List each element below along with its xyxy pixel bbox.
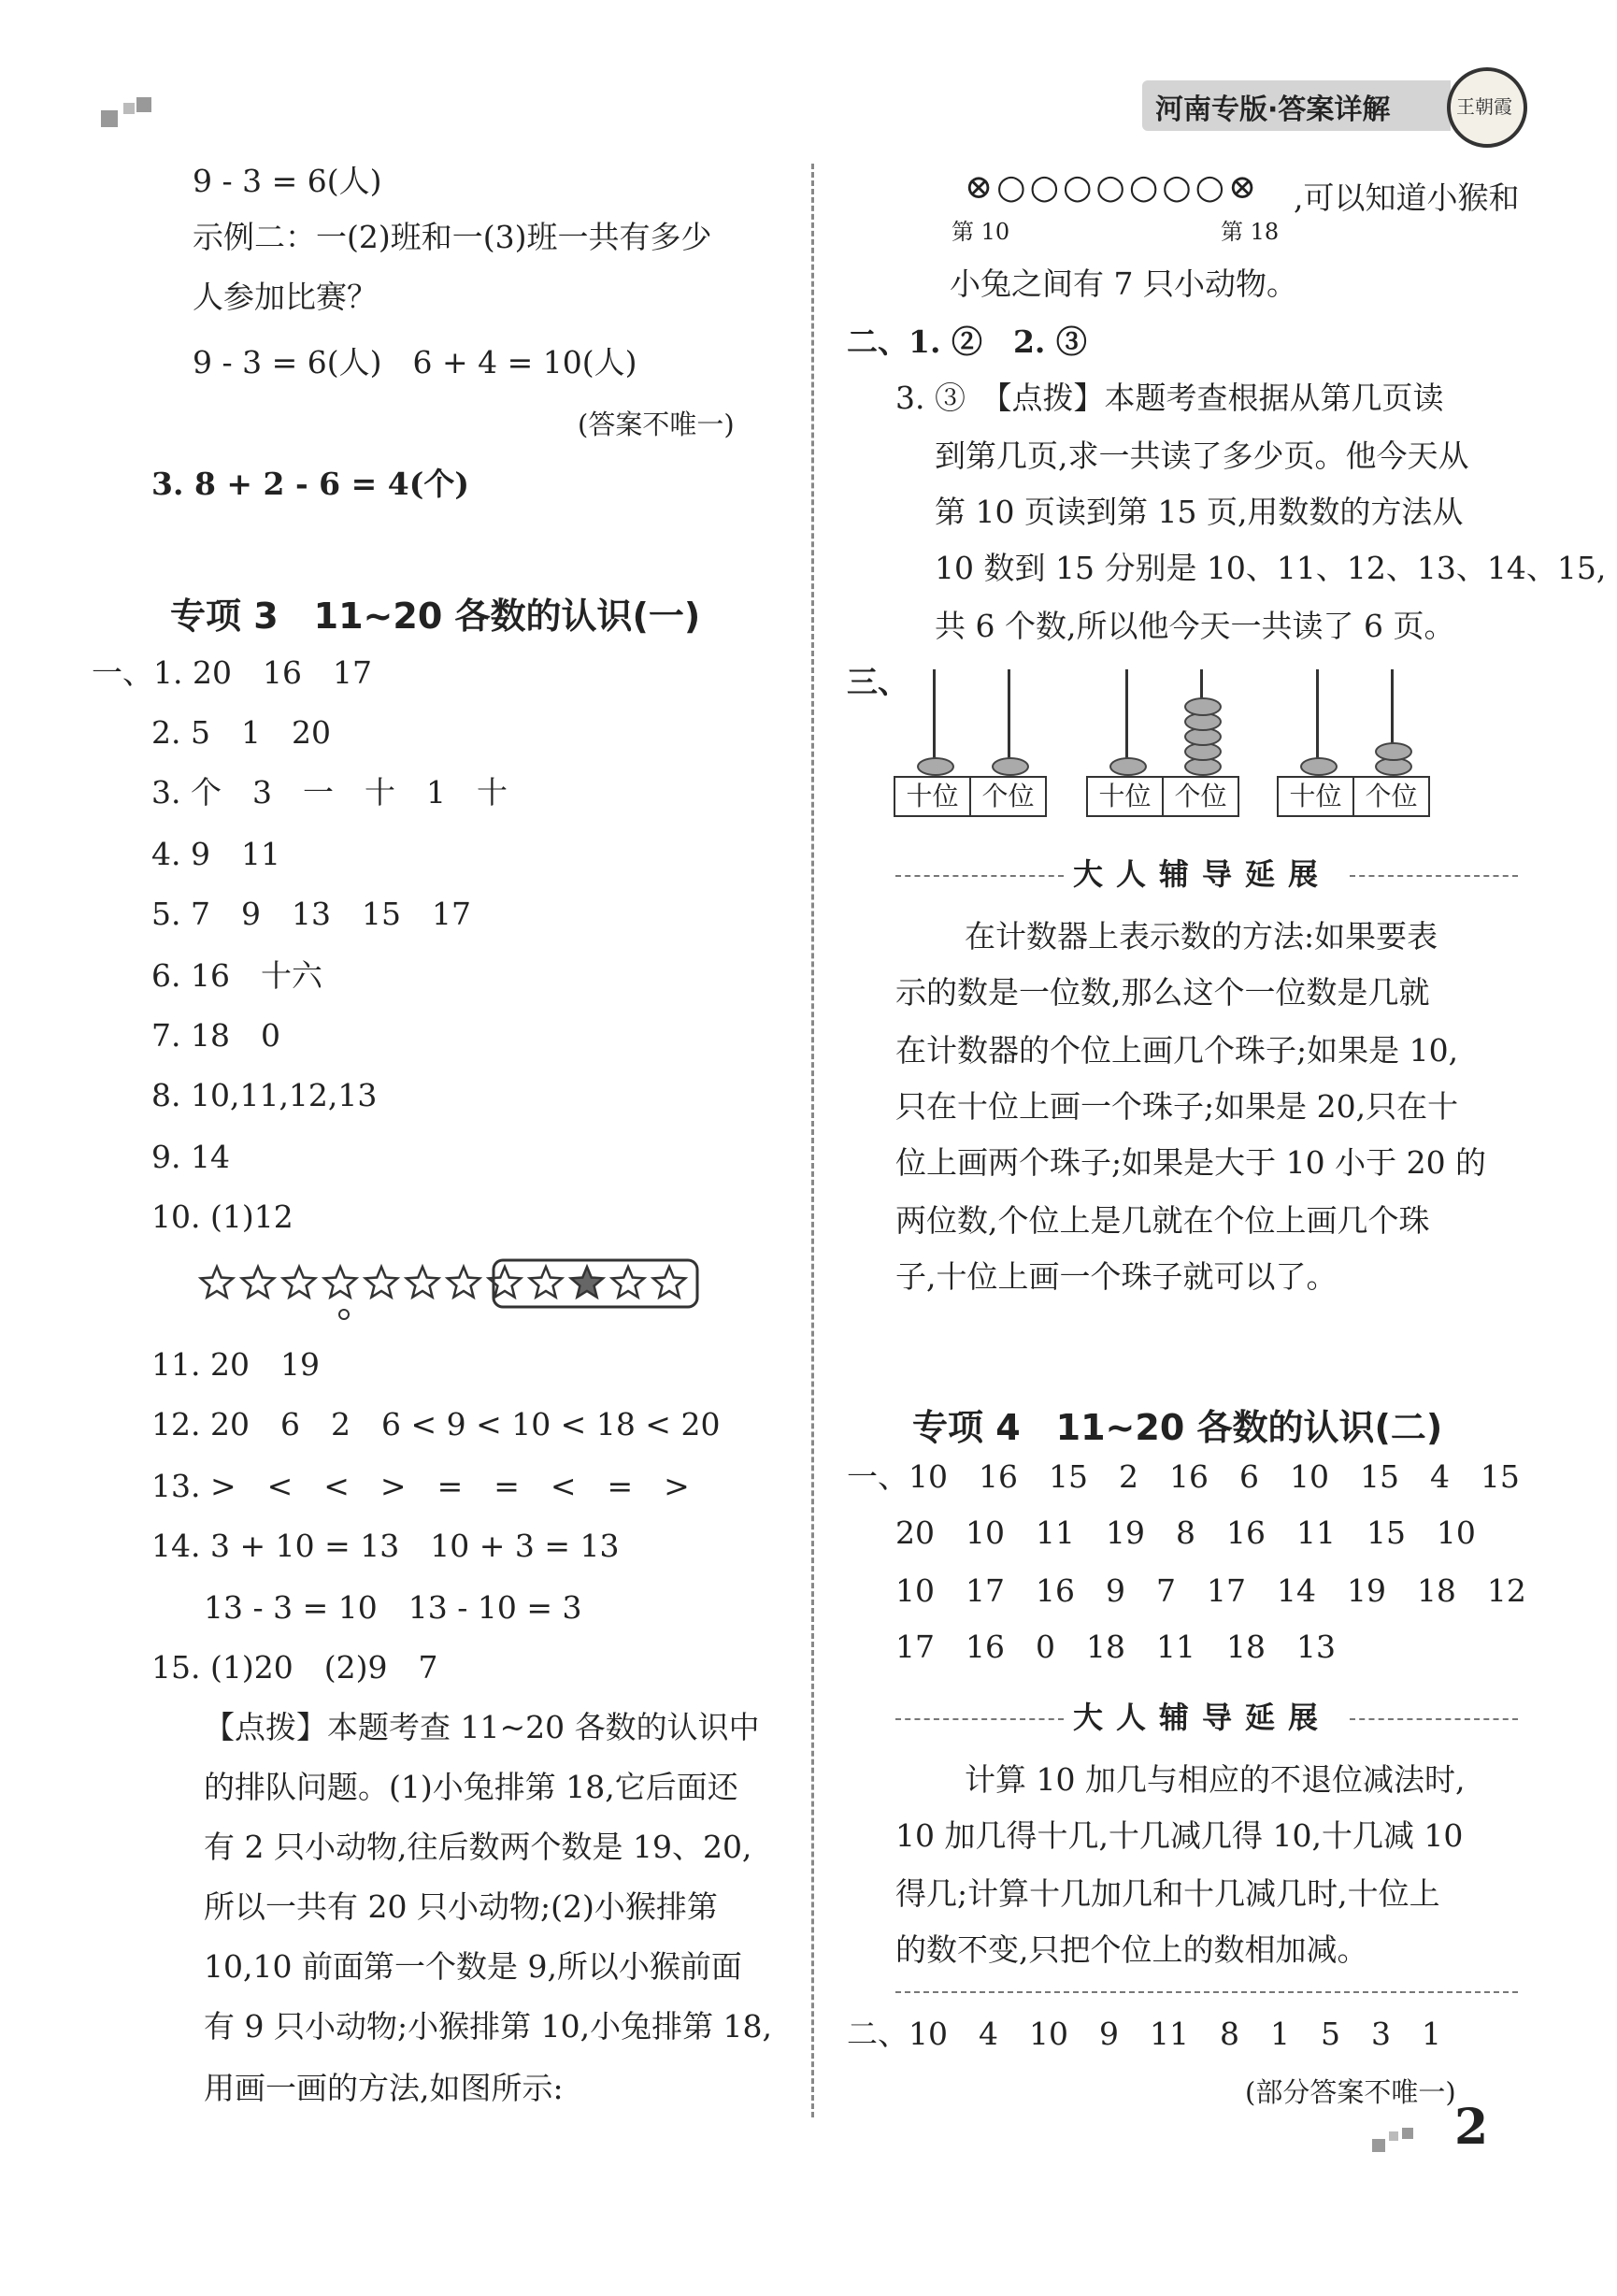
answer-row: 一、10 16 15 2 16 6 10 15 4 15 [847,1458,1520,1495]
part-3-label: 三、 [847,664,909,700]
label-10: 第 10 [952,219,1010,245]
ext-line: 只在十位上画一个珠子;如果是 20,只在十 [895,1088,1459,1125]
seal-text: 王朝霞 [1456,95,1512,118]
right-line: 小兔之间有 7 只小动物。 [950,265,1297,302]
answer-item: 13. > < < > = = < = > [151,1468,690,1504]
corner-square [136,97,151,112]
ext-rule [895,1718,1064,1720]
answer-item: 4. 9 11 [151,836,280,872]
star-icon [530,1267,562,1298]
star-icon [201,1267,233,1298]
edition-label: 河南专版·答案详解 [1155,93,1391,126]
answer-item: 10. (1)12 [151,1198,293,1235]
abacus-bead [917,757,954,776]
ext-rule [1350,1718,1518,1720]
right-line: 二、1. ② 2. ③ [847,323,1087,360]
right-line: 到第几页,求一共读了多少页。他今天从 [935,438,1469,474]
left-line-1: 9 - 3 = 6(人) [193,163,382,199]
abacus-bead [1375,742,1412,761]
star-icon [365,1267,397,1298]
abacus-bead [1109,757,1147,776]
ext-line: 在计数器上表示数的方法:如果要表 [965,918,1438,954]
hint-line: 的排队问题。(1)小兔排第 18,它后面还 [204,1769,738,1805]
abacus-3-box [1277,776,1430,817]
star-icon [283,1267,315,1298]
answer-item: 3. 个 3 一 十 1 十 [151,774,508,811]
star-icon [448,1267,479,1298]
right-line: 3. ③ 【点拨】本题考查根据从第几页读 [895,380,1444,416]
hint-line: 所以一共有 20 只小动物;(2)小猴排第 [204,1888,718,1925]
left-line-2: 示例二：一(2)班和一(3)班一共有多少 [193,219,712,255]
page-number: 2 [1454,2099,1489,2156]
ext-line: 两位数,个位上是几就在个位上画几个珠 [895,1202,1430,1239]
star-icon [612,1267,644,1298]
extension-title: 大人辅导延展 [1073,856,1332,892]
answer-item: 一、1. 20 16 17 [92,654,372,691]
right-line: 第 10 页读到第 15 页,用数数的方法从 [935,494,1464,530]
hint-line: 有 9 只小动物;小猴排第 10,小兔排第 18, [204,2008,773,2045]
ones-label: 个位 [1352,778,1428,815]
hint-line: 10,10 前面第一个数是 9,所以小猴前面 [204,1948,742,1985]
answer-item: 15. (1)20 (2)9 7 [151,1649,438,1686]
right-line: 共 6 个数,所以他今天一共读了 6 页。 [935,608,1455,644]
hint-line: 用画一画的方法,如图所示: [204,2070,564,2106]
corner-square [123,103,135,114]
section-3-title: 专项 3 11~20 各数的认识(一) [170,596,701,637]
left-line-3: 人参加比赛？ [193,279,378,315]
answer-item: 12. 20 6 2 6 < 9 < 10 < 18 < 20 [151,1406,721,1442]
abacus-bead [992,757,1029,776]
answer-item: 9. 14 [151,1139,230,1175]
abacus-bead [1300,757,1338,776]
section-4-title: 专项 4 11~20 各数的认识(二) [912,1407,1443,1448]
answer-row: 二、10 4 10 9 11 8 1 5 3 1 [847,2016,1441,2052]
tens-label: 十位 [1289,781,1342,811]
ext-rule [895,1991,1518,1993]
answer-item: 8. 10,11,12,13 [151,1077,378,1113]
ext-line: 10 加几得十几,十几减几得 10,十几减 10 [895,1817,1464,1854]
answer-item: 14. 3 + 10 = 13 10 + 3 = 13 [151,1528,620,1564]
answer-item: 11. 20 19 [151,1346,320,1383]
corner-square [1372,2139,1385,2152]
ext-line: 位上画两个珠子;如果是大于 10 小于 20 的 [895,1144,1487,1181]
answer-item: 13 - 3 = 10 13 - 10 = 3 [204,1589,582,1626]
hint-line: 有 2 只小动物,往后数两个数是 19、20, [204,1829,752,1865]
circles-text: ,可以知道小猴和 [1294,179,1520,216]
ext-line: 子,十位上画一个珠子就可以了。 [895,1258,1338,1295]
answer-item: 6. 16 十六 [151,957,322,994]
answer-row: 20 10 11 19 8 16 11 15 10 [895,1514,1476,1551]
tens-label: 十位 [1098,781,1152,811]
stars-figure [196,1253,710,1324]
left-line-6: 3. 8 + 2 - 6 = 4(个) [151,466,469,502]
ones-label: 个位 [969,778,1045,815]
abacus-1-box [894,776,1047,817]
answer-item: 7. 18 0 [151,1017,280,1054]
ext-line: 的数不变,只把个位上的数相加减。 [895,1931,1368,1968]
left-note: (答案不唯一) [578,409,735,440]
star-icon [407,1267,438,1298]
corner-square [1402,2128,1413,2139]
answer-item: 5. 7 9 13 15 17 [151,896,471,932]
star-icon [571,1267,603,1298]
ext-line: 得几;计算十几加几和十几减几时,十位上 [895,1875,1440,1912]
ones-label: 个位 [1162,778,1238,815]
answer-row: 17 16 0 18 11 18 13 [895,1629,1336,1665]
circles-diagram: ⊗○○○○○○○⊗ [965,168,1261,207]
ext-rule [1350,875,1518,877]
hint-line: 【点拨】本题考查 11~20 各数的认识中 [204,1709,760,1745]
column-divider [811,164,814,2117]
corner-square [1389,2131,1398,2141]
abacus-bead [1184,697,1222,716]
left-line-4: 9 - 3 = 6(人) 6 + 4 = 10(人) [193,344,637,380]
ext-line: 示的数是一位数,那么这个一位数是几就 [895,974,1430,1011]
ext-line: 计算 10 加几与相应的不退位减法时, [965,1761,1466,1798]
answer-row: 10 17 16 9 7 17 14 19 18 12 [895,1572,1526,1609]
ext-line: 在计数器的个位上画几个珠子;如果是 10, [895,1032,1459,1069]
right-line: 10 数到 15 分别是 10、11、12、13、14、15, [935,550,1607,586]
extension-title: 大人辅导延展 [1073,1700,1332,1735]
star-icon [324,1267,356,1298]
answer-item: 2. 5 1 20 [151,714,331,751]
right-note: (部分答案不唯一) [1245,2076,1456,2108]
abacus-2-box [1086,776,1239,817]
star-icon [653,1267,685,1298]
ext-rule [895,875,1064,877]
corner-square [101,110,118,127]
label-18: 第 18 [1221,219,1280,245]
tens-label: 十位 [906,781,959,811]
star-icon [242,1267,274,1298]
